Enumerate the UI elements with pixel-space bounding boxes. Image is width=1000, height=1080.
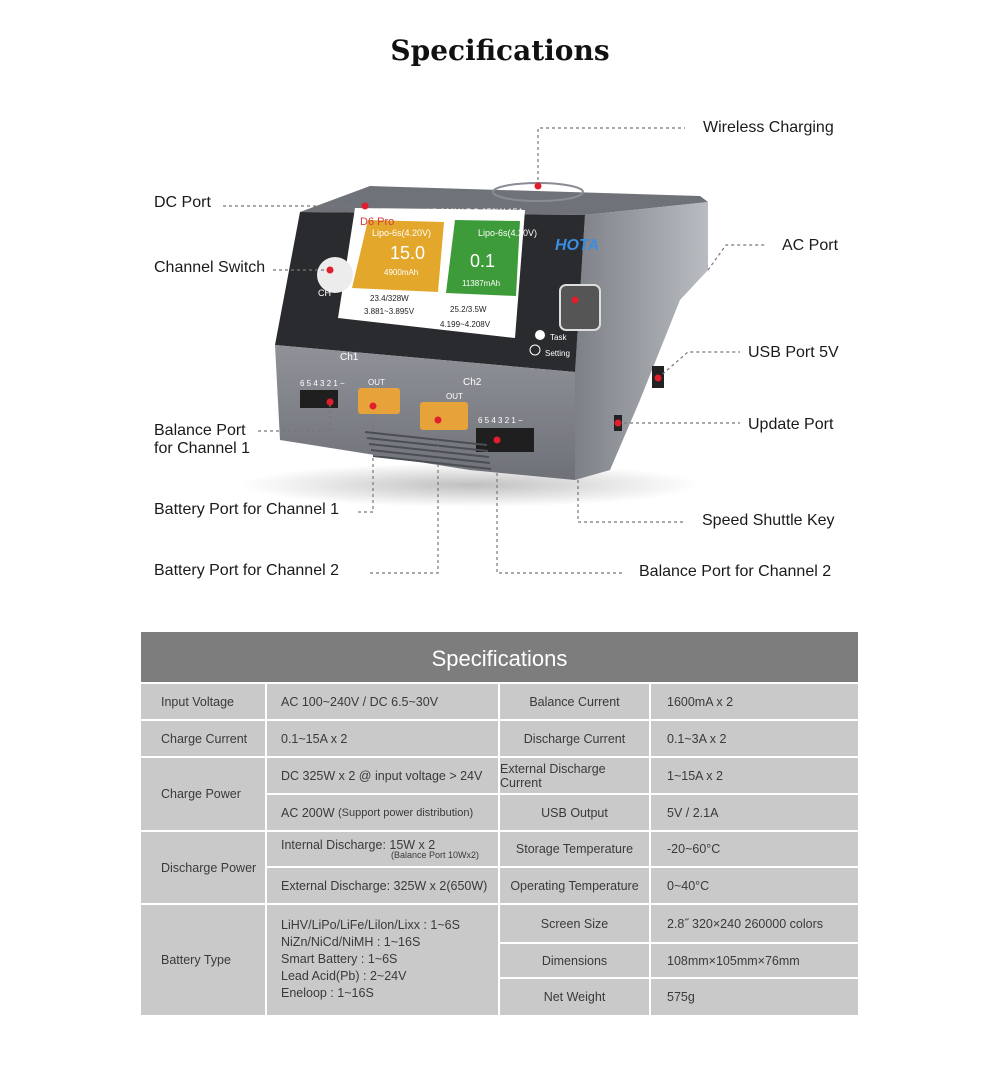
pins-label-1: 6 5 4 3 2 1 −: [300, 379, 345, 388]
callout-balance-ch1: [154, 422, 250, 458]
charge-power-label: Charge Power: [141, 758, 265, 830]
input-voltage-label: Input Voltage: [141, 684, 265, 719]
dimensions-label: Dimensions: [500, 944, 649, 977]
page-title: Specifications: [390, 34, 610, 67]
external-discharge-current-value: 1~15A x 2: [651, 758, 858, 793]
callout-usb-port: USB Port 5V: [748, 344, 839, 361]
callout-battery-ch1: Battery Port for Channel 1: [154, 501, 339, 518]
net-weight-label: Net Weight: [500, 979, 649, 1015]
dimensions-value: 108mm×105mm×76mm: [651, 944, 858, 977]
balance-current-value: 1600mA x 2: [651, 684, 858, 719]
callout-balance-ch1-line1: Balance Port: [154, 422, 246, 439]
storage-temp-label: Storage Temperature: [500, 832, 649, 866]
ch1-current: 15.0: [390, 243, 426, 263]
out-label-2: OUT: [446, 392, 463, 401]
operating-temp-value: 0~40°C: [651, 868, 858, 903]
ch1-label: Ch1: [340, 352, 359, 363]
charge-power-value2-note: (Support power distribution): [337, 806, 474, 819]
ch1-capacity: 4900mAh: [384, 268, 419, 277]
battery-type-line: LiHV/LiPo/LiFe/Lilon/Lixx : 1~6S: [281, 918, 460, 932]
balance-current-label: Balance Current: [500, 684, 649, 719]
discharge-power-value1-note: (Balance Port 10Wx2): [391, 850, 480, 860]
callout-balance-ch1-line2: for Channel 1: [154, 440, 251, 457]
ch2-type: Lipo-6s(4.20V): [478, 228, 538, 238]
usb-output-value: 5V / 2.1A: [651, 795, 858, 830]
discharge-power-value2: External Discharge: 325W x 2(650W): [267, 868, 498, 903]
operating-temp-label: Operating Temperature: [500, 868, 649, 903]
input-voltage-value: AC 100~240V / DC 6.5~30V: [267, 684, 498, 719]
ch1-power: 23.4/328W: [370, 294, 409, 303]
discharge-power-value1-main: Internal Discharge: 15W x 2: [281, 838, 436, 852]
battery-type-line: NiZn/NiCd/NiMH : 1~16S: [281, 935, 421, 949]
discharge-current-value: 0.1~3A x 2: [651, 721, 858, 756]
speed-shuttle-key[interactable]: [560, 285, 600, 330]
battery-port-ch1: [358, 388, 400, 414]
charge-current-label: Charge Current: [141, 721, 265, 756]
screen-size-value: 2.8˝ 320×240 260000 colors: [651, 905, 858, 942]
discharge-power-label: Discharge Power: [141, 832, 265, 903]
charge-power-value2-main: AC 200W: [281, 805, 335, 820]
battery-type-line: Eneloop : 1~16S: [281, 986, 374, 1000]
discharge-current-label: Discharge Current: [500, 721, 649, 756]
storage-temp-value: -20~60°C: [651, 832, 858, 866]
charge-power-value2: [267, 795, 498, 830]
battery-type-line: Smart Battery : 1~6S: [281, 952, 398, 966]
ch2-range: 4.199~4.208V: [440, 320, 491, 329]
pins-label-2: 6 5 4 3 2 1 −: [478, 416, 523, 425]
callout-speed-shuttle: Speed Shuttle Key: [702, 512, 835, 529]
battery-port-ch2: [420, 402, 468, 430]
spec-table-header: Specifications: [141, 632, 858, 682]
ch2-capacity: 11387mAh: [462, 279, 501, 288]
callout-channel-switch: Channel Switch: [154, 259, 266, 276]
callout-ac-port: AC Port: [782, 237, 839, 254]
ch1-type: Lipo-6s(4.20V): [372, 228, 432, 238]
balance-port-ch2: [476, 428, 534, 452]
model-label: D6 Pro: [360, 216, 395, 228]
spec-table: [141, 632, 858, 1015]
discharge-power-value1: [267, 832, 498, 866]
ch-label: CH: [318, 288, 331, 298]
task-label: Task: [550, 333, 567, 342]
external-discharge-current-label: External Discharge Current: [500, 758, 649, 793]
battery-type-label: Battery Type: [141, 905, 265, 1015]
callout-wireless-charging: Wireless Charging: [703, 119, 834, 136]
balance-port-ch1: [300, 390, 338, 408]
top-text: AC 200W DC 650W 15A: [425, 207, 524, 217]
battery-type-values: [267, 905, 498, 1015]
ch2-label: Ch2: [463, 377, 482, 388]
setting-label: Setting: [545, 349, 570, 358]
usb-output-label: USB Output: [500, 795, 649, 830]
brand-logo: HOTA: [555, 237, 600, 254]
ch2-current: 0.1: [470, 251, 496, 271]
charge-current-value: 0.1~15A x 2: [267, 721, 498, 756]
ch2-power: 25.2/3.5W: [450, 305, 487, 314]
callout-update-port: Update Port: [748, 416, 834, 433]
battery-type-line: Lead Acid(Pb) : 2~24V: [281, 969, 407, 983]
screen-size-label: Screen Size: [500, 905, 649, 942]
callout-battery-ch2: Battery Port for Channel 2: [154, 562, 339, 579]
net-weight-value: 575g: [651, 979, 858, 1015]
callout-balance-ch2: Balance Port for Channel 2: [639, 563, 832, 580]
callout-dc-port: DC Port: [154, 194, 211, 211]
ch1-range: 3.881~3.895V: [364, 307, 415, 316]
charge-power-value1: DC 325W x 2 @ input voltage > 24V: [267, 758, 498, 793]
out-label-1: OUT: [368, 378, 385, 387]
task-button[interactable]: [535, 330, 545, 340]
